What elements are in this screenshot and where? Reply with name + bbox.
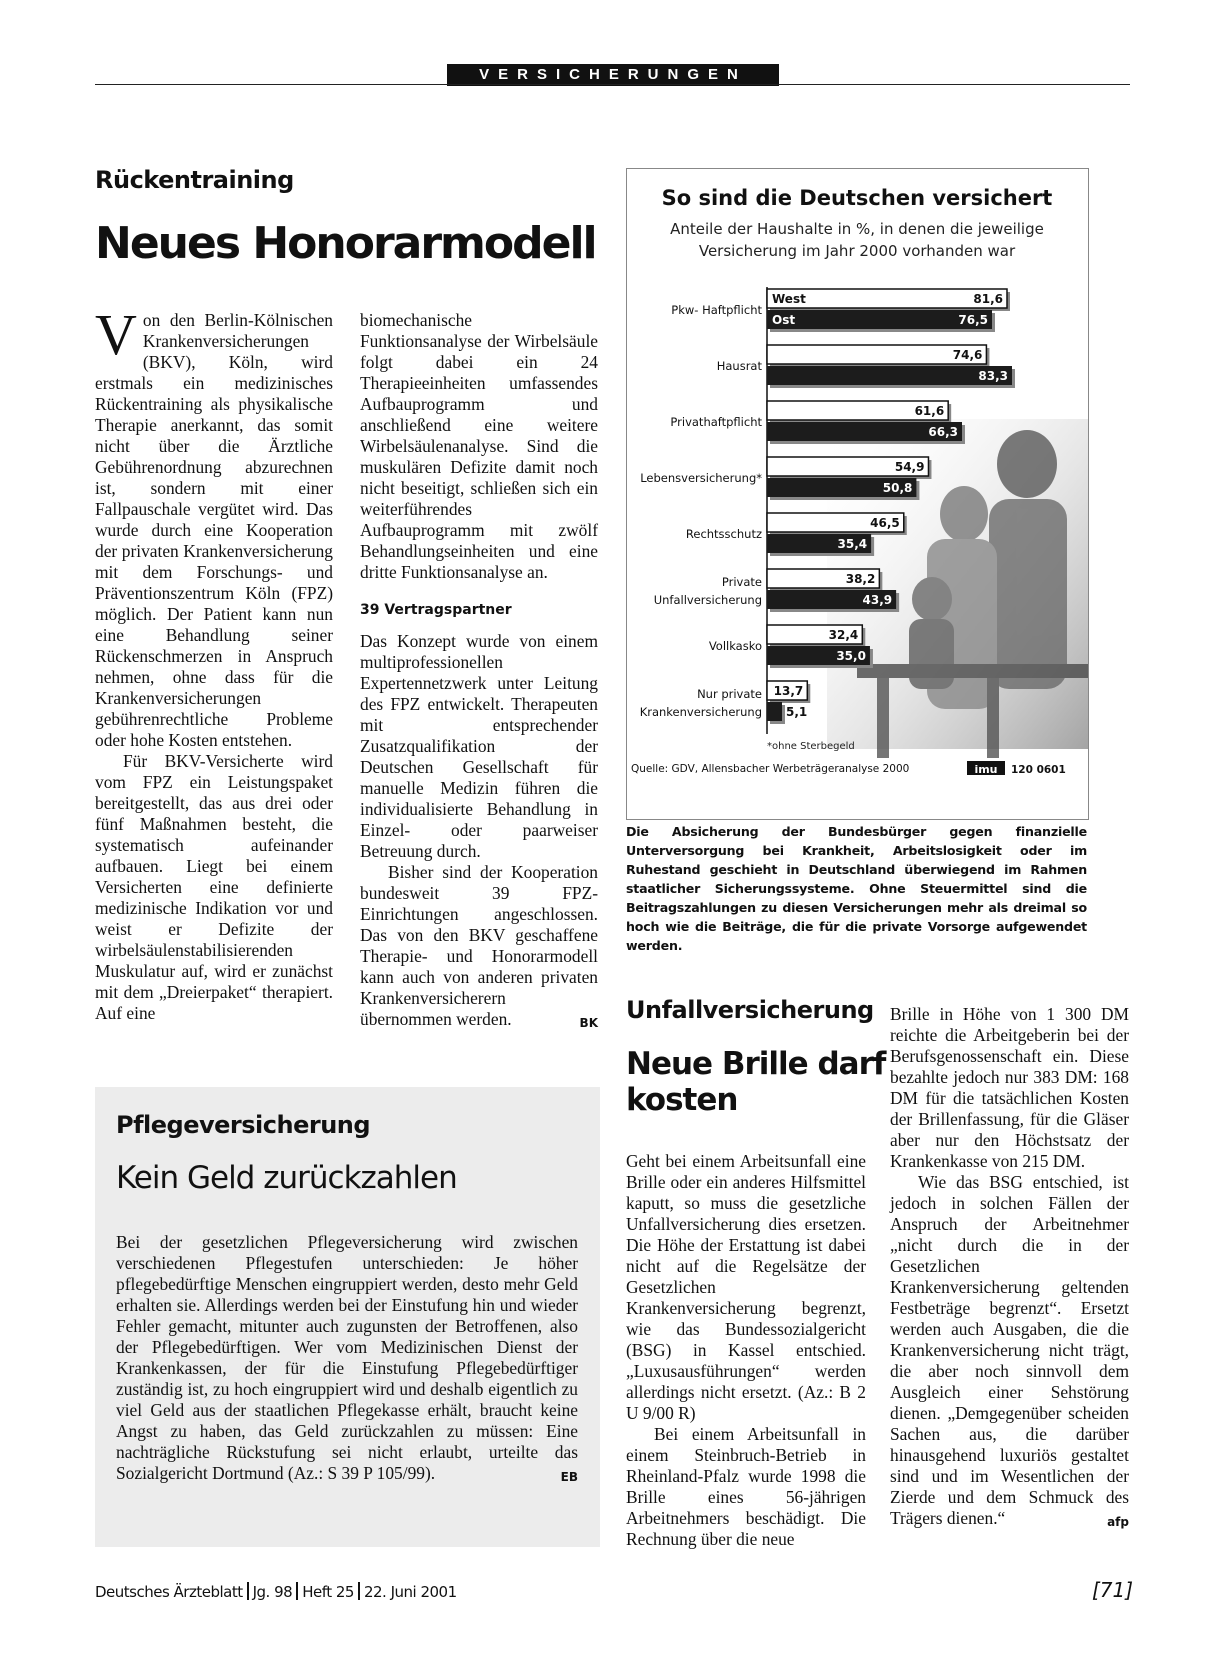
section-tag: VERSICHERUNGEN (447, 64, 779, 86)
article1-paragraph: Bisher sind der Kooperation bundesweit 39 FPZ-Einrichtungen angeschlossen. Das von den BKV geschaffene Therapie- und Honorarmodell kann auch von anderen privaten Krankenversicherern übernommen werden. BK (360, 862, 598, 1030)
chart-bar-ost (767, 366, 1012, 385)
chart-category-label-line: Hausrat (716, 359, 762, 373)
chart-title: So sind die Deutschen versichert (661, 186, 1053, 210)
article1-column-1 (95, 302, 333, 1024)
photo-person-child (912, 577, 952, 621)
chart-value-label-west: 54,9 (894, 460, 925, 474)
article2-body: Bei der gesetzlichen Pflegeversicherung wird zwischen verschiedenen Pflegestufen unterschieden: Je höher pflegebedürftige Menschen eingruppiert werden, desto mehr Geld erhalten sie. Allerdings werden bei der Einstufung hin und wieder Fehler gemacht, mitunter auch zugunsten der Betroffenen, also der Pflegebedürftigen. Wer vom Medizinischen Dienst der Krankenkassen, der für die Einstufung Pflegebedürftiger zuständig ist, zu hoch eingruppiert wird und deshalb eigentlich zu viel Geld aus der staatlichen Pflegekasse erhält, braucht keine Angst zu haben, das Geld zurückzahlen zu müssen: Eine nachträgliche Rückstufung sei nicht erlaubt, urteilte das Sozialgericht Dortmund (Az.: S 39 P 105/99). EB (116, 1232, 578, 1488)
footer-journal: Deutsches Ärzteblatt (95, 1583, 243, 1601)
footer-issue: Heft 25 (302, 1583, 354, 1601)
chart-value-label-ost: 83,3 (978, 369, 1008, 383)
article3-kicker: Unfallversicherung (626, 996, 874, 1024)
chart-value-label-west: 46,5 (870, 516, 900, 530)
article1-paragraph: biomechanische Funktionsanalyse der Wirbelsäule folgt dabei ein 24 Therapieeinheiten umfassendes Aufbauprogramm und anschließend eine weitere Wirbelsäulenanalyse. Sind die muskulären Defizite damit noch nicht beseitigt, schließen sich ein weiterführendes Aufbauprogramm mit zwölf Behandlungseinheiten und eine dritte Funktionsanalyse an. (360, 310, 598, 582)
chart-category-label (717, 359, 763, 373)
chart-category-label (640, 471, 762, 485)
footer-separator (296, 1582, 298, 1600)
footer-volume: Jg. 98 (252, 1583, 293, 1601)
article2-signature: EB (560, 1470, 578, 1484)
chart-logo: imu (974, 763, 998, 776)
chart-category-label (654, 575, 762, 607)
article1-column-2 (360, 310, 598, 1034)
chart-code: 120 0601 (1011, 764, 1066, 776)
chart-category-label (640, 687, 762, 719)
chart-value-label-ost: 50,8 (882, 481, 913, 495)
header-rule (95, 84, 1130, 85)
page-number: [71] (1092, 1578, 1134, 1602)
chart-category-label-line: Unfallversicherung (653, 593, 762, 607)
chart-value-label-west: 81,6 (973, 292, 1003, 306)
chart-value-label-west: 13,7 (773, 684, 804, 698)
chart-category-label-line: Pkw- Haftpflicht (671, 303, 762, 317)
chart-category-label-line: Privathaftpflicht (670, 415, 762, 429)
chart-caption: Die Absicherung der Bundesbürger gegen finanzielle Unterversorgung bei Krankheit, Arbeitslosigkeit oder im Ruhestand geschieht in Deutschland überwiegend im Rahmen staatlicher Sicherungssysteme. Ohne Steuermittel sind die Beitragszahlungen zu diesen Versicherungen mehr als dreimal so hoch wie die Beiträge, die für die private Vorsorge aufgewendet werden. (626, 824, 1087, 953)
article3-paragraph: Geht bei einem Arbeitsunfall eine Brille oder ein anderes Hilfsmittel kaputt, so muss die gesetzliche Unfallversicherung dies ersetzen. Die Höhe der Erstattung ist dabei nicht auf die Regelsätze der Gesetzlichen Krankenversicherung begrenzt, wie das Bundessozialgericht (BSG) in Kassel entschied. „Luxusausführungen“ werden allerdings nicht ersetzt. (Az.: B 2 U 9/00 R) (626, 1151, 866, 1423)
footer-citation (95, 1582, 457, 1601)
chart-value-label-ost: 76,5 (958, 313, 988, 327)
footer-separator (358, 1582, 360, 1600)
article2-headline: Kein Geld zurückzahlen (116, 1160, 457, 1196)
chart-value-label-west: 61,6 (914, 404, 945, 418)
chart-category-label (686, 527, 762, 541)
article1-headline: Neues Honorarmodell (95, 218, 596, 269)
article3-paragraph: Bei einem Arbeitsunfall in einem Steinbruch-Betrieb in Rheinland-Pfalz wurde 1998 die Brille eines 56-jährigen Arbeitnehmers beschädigt. Die Rechnung über die neue (626, 1424, 866, 1549)
photo-fence-post (987, 678, 999, 758)
article3-signature: afp (1107, 1515, 1129, 1529)
article3-paragraph: Wie das BSG entschied, ist jedoch in solchen Fällen der Anspruch der Arbeitnehmer „nicht durch die in der Gesetzlichen Krankenversicherung geltenden Festbeträge begrenzt“. Ersetzt werden auch Ausgaben, die die Krankenversicherung nicht trägt, die aber noch sinnvoll dem Ausgleich einer Sehstörung dienen. „Demgegenüber scheiden Sachen aus, die darüber hinausgehend luxuriös gestaltet sind und im Wesentlichen der Zierde und dem Schmuck des Trägers dienen.“ afp (890, 1172, 1129, 1529)
photo-person-woman (940, 486, 988, 542)
article3-column-2 (890, 1004, 1129, 1533)
chart-value-label-west: 74,6 (952, 348, 983, 362)
chart-value-label-ost: 35,4 (837, 537, 868, 551)
photo-person-man-body (989, 499, 1067, 689)
chart-series-name-west: West (772, 292, 806, 306)
footer-separator (247, 1582, 249, 1600)
chart-value-label-west: 32,4 (828, 628, 859, 642)
footer-date: 22. Juni 2001 (363, 1583, 457, 1601)
chart-value-label-west: 38,2 (845, 572, 876, 586)
chart-category-label-line: Vollkasko (708, 639, 762, 653)
chart-value-label-ost: 43,9 (862, 593, 893, 607)
chart-category-label-line: Nur private (697, 687, 762, 701)
photo-fence-post (877, 678, 889, 758)
dropcap: V (95, 302, 137, 367)
chart-category-label (709, 639, 762, 653)
chart-source: Quelle: GDV, Allensbacher Werbeträgeranalyse 2000 (631, 763, 910, 775)
article1-paragraph: on den Berlin-Kölnischen Krankenversicherungen (BKV), Köln, wird erstmals ein medizinisches Rückentraining als physikalische Therapie anerkannt, das somit nicht über die Ärztliche Gebührenordnung abzurechnen ist, sondern mit einer Fallpauschale vergütet wird. Das wurde durch eine Kooperation der privaten Krankenversicherung mit dem Forschungs- und Präventionszentrum Köln (FPZ) möglich. Der Patient kann nun eine Behandlung seiner Rückenschmerzen in Anspruch nehmen, ohne dass für die Krankenversicherungen gebührenrechtliche Probleme oder hohe Kosten entstehen. (95, 310, 333, 750)
chart-category-label-line: Rechtsschutz (685, 527, 762, 541)
chart-value-label-ost: 66,3 (928, 425, 958, 439)
article1-subhead: 39 Vertragspartner (360, 602, 512, 618)
chart-category-label-line: Private (721, 575, 762, 589)
article3-headline-line-2: kosten (626, 1082, 738, 1118)
article1-signature: BK (579, 1016, 598, 1030)
chart-bar-ost (767, 702, 782, 721)
chart-category-label (670, 415, 762, 429)
chart (626, 168, 1089, 820)
chart-category-label-line: Lebensversicherung* (640, 471, 762, 485)
chart-category-label (671, 303, 762, 317)
article3-column-1 (626, 1151, 866, 1550)
article3-paragraph: Brille in Höhe von 1 300 DM reichte die Arbeitgeberin bei der Berufsgenossenschaft ein. Diese bezahlte jedoch nur 383 DM: 168 DM für die tatsächlichen Kosten der Brillenfassung, für die Gläser aber nur den Höchstsatz der Krankenkasse von 215 DM. (890, 1004, 1129, 1171)
photo-fence-rail (857, 664, 1088, 678)
chart-svg (627, 169, 1088, 819)
article2-kicker: Pflegeversicherung (116, 1111, 371, 1139)
photo-person-child-body (909, 619, 954, 689)
photo-person-man (997, 430, 1057, 498)
article3-headline-line-1: Neue Brille darf (626, 1046, 886, 1082)
article1-paragraph: Das Konzept wurde von einem multiprofessionellen Expertennetzwerk unter Leitung des FPZ entwickelt. Therapeuten mit entsprechender Zusatzqualifikation der Deutschen Gesellschaft für manuelle Medizin führen die individualisierte Behandlung in Einzel- oder paarweiser Betreuung durch. (360, 631, 598, 861)
article1-kicker: Rückentraining (95, 166, 294, 194)
chart-footnote: *ohne Sterbegeld (767, 741, 855, 752)
chart-subtitle-line-1: Anteile der Haushalte in %, in denen die jeweilige (670, 220, 1044, 238)
article3-headline (626, 1046, 885, 1118)
chart-value-label-ost: 35,0 (836, 649, 866, 663)
chart-series-name-ost: Ost (772, 313, 796, 327)
chart-category-label-line: Krankenversicherung (639, 705, 762, 719)
chart-value-label-ost: 5,1 (786, 705, 808, 719)
article1-paragraph: Für BKV-Versicherte wird vom FPZ ein Leistungspaket bereitgestellt, das aus drei oder fünf Maßnahmen besteht, die systematisch aufeinander aufbauen. Liegt bei einem Versicherten eine definierte medizinische Indikation vor und weist er Defizite der wirbelsäulenstabilisierenden Muskulatur auf, wird er zunächst mit dem „Dreierpaket“ therapiert. Auf eine (95, 751, 333, 1023)
chart-subtitle-line-2: Versicherung im Jahr 2000 vorhanden war (698, 242, 1016, 260)
